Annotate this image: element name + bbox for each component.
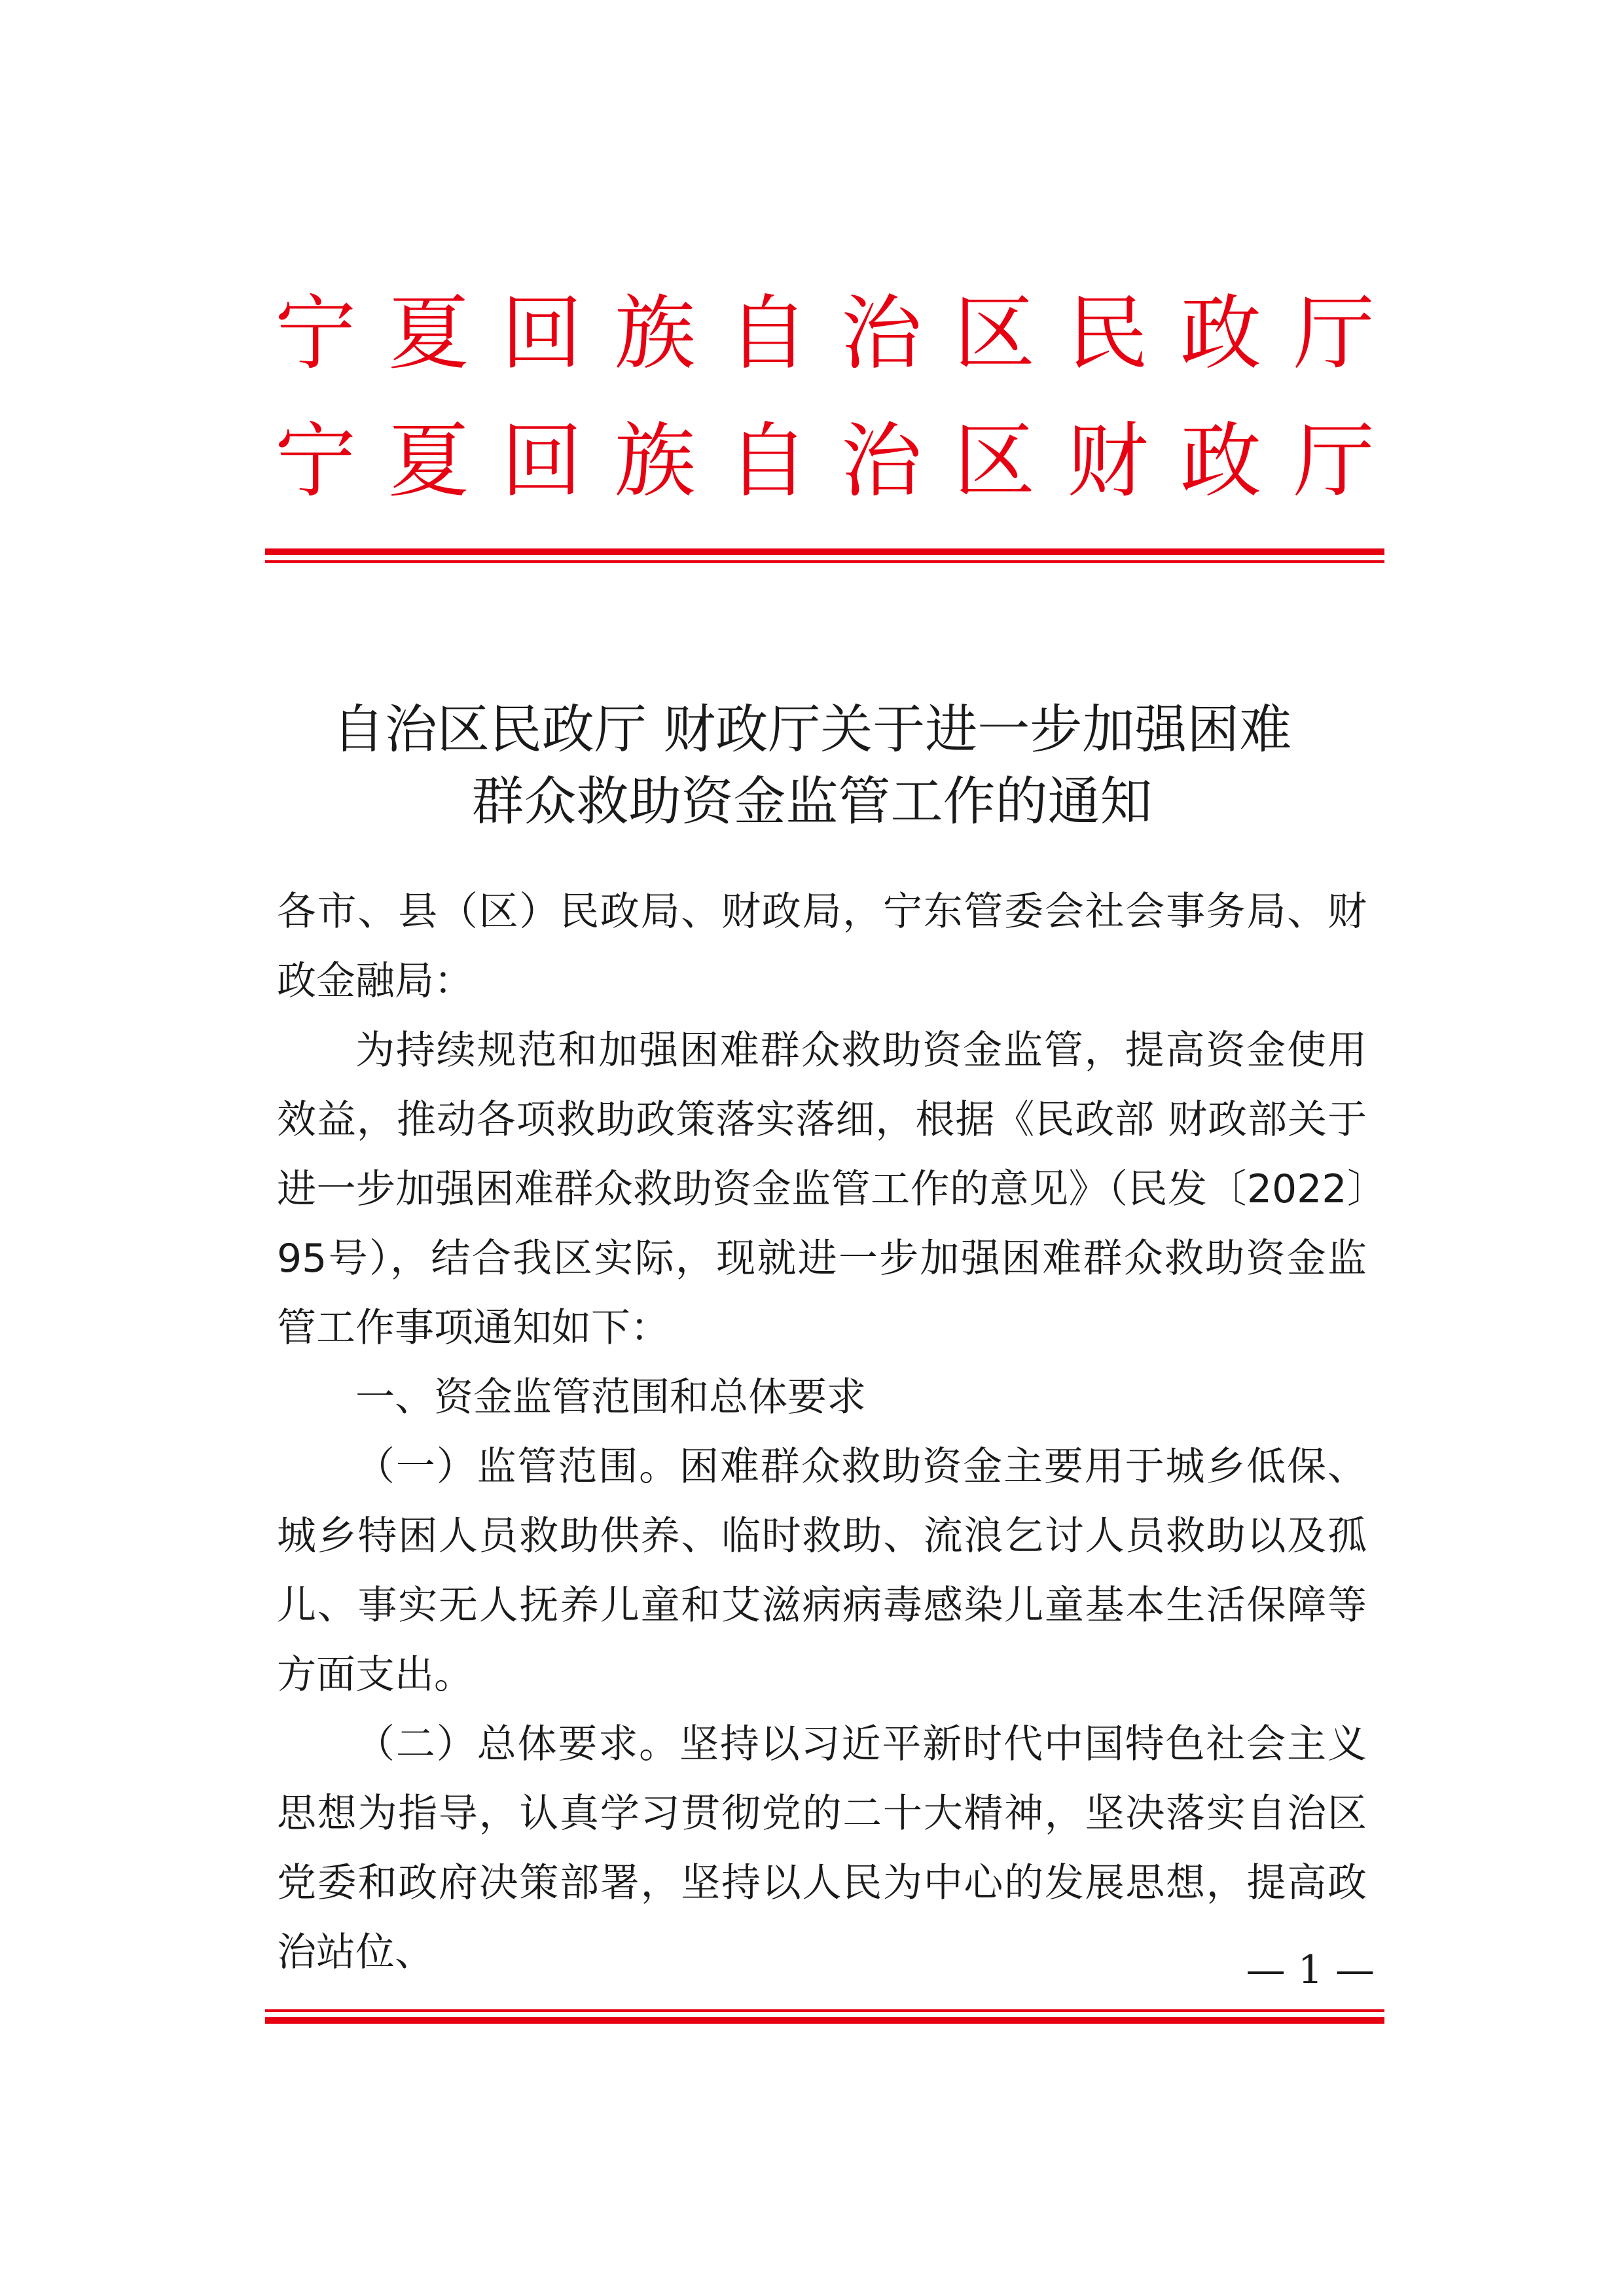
item-paragraph-1: （一）监管范围。困难群众救助资金主要用于城乡低保、城乡特困人员救助供养、临时救助、流浪乞讨人员救助以及孤儿、事实无人抚养儿童和艾滋病病毒感染儿童基本生活保障等方面支出。 (277, 1444, 1367, 1698)
page-number: — 1 — (1246, 1947, 1375, 1993)
intro-paragraph: 为持续规范和加强困难群众救助资金监管，提高资金使用效益，推动各项救助政策落实落细，根据《民政部 财政部关于进一步加强困难群众救助资金监管工作的意见》（民发〔2022〕95号），结合我区实际，现就进一步加强困难群众救助资金监管工作事项通知如下： (277, 1028, 1367, 1351)
letterhead-char: 夏 (388, 287, 469, 381)
footer-rule-thick (265, 2017, 1384, 2024)
letterhead-char: 族 (614, 414, 696, 509)
header-rule-thick (265, 548, 1384, 555)
letterhead-line-1 (275, 268, 1375, 399)
letterhead-char: 民 (1067, 287, 1149, 381)
letterhead-char: 区 (954, 287, 1036, 381)
letterhead-char: 宁 (275, 414, 357, 509)
letterhead-char: 厅 (1293, 414, 1375, 509)
footer-rule-thin (265, 2009, 1384, 2012)
letterhead-char: 治 (840, 414, 922, 509)
letterhead-char: 厅 (1293, 287, 1375, 381)
section-heading-1: 一、资金监管范围和总体要求 (355, 1374, 866, 1420)
letterhead-char: 区 (954, 414, 1036, 509)
letterhead-line-2 (275, 396, 1375, 527)
item-paragraph-2: （二）总体要求。坚持以习近平新时代中国特色社会主义思想为指导，认真学习贯彻党的二十大精神，坚决落实自治区党委和政府决策部署，坚持以人民为中心的发展思想，提高政治站位、 (277, 1721, 1367, 1975)
letterhead-char: 治 (840, 287, 922, 381)
document-title-line-1: 自治区民政厅 财政厅关于进一步加强困难 (332, 699, 1292, 760)
document-title-line-2: 群众救助资金监管工作的通知 (471, 771, 1153, 832)
letterhead-char: 回 (501, 287, 583, 381)
letterhead-char: 政 (1180, 287, 1262, 381)
letterhead-char: 回 (501, 414, 583, 509)
letterhead-char: 宁 (275, 287, 357, 381)
letterhead-char: 自 (727, 414, 809, 509)
header-rule-thin (265, 560, 1384, 563)
letterhead-char: 夏 (388, 414, 469, 509)
letterhead-char: 政 (1180, 414, 1262, 509)
letterhead-char: 财 (1067, 414, 1149, 509)
document-body (277, 877, 1367, 1987)
addressee: 各市、县（区）民政局、财政局，宁东管委会社会事务局、财政金融局： (277, 889, 1367, 1004)
letterhead-char: 自 (727, 287, 809, 381)
letterhead-char: 族 (614, 287, 696, 381)
